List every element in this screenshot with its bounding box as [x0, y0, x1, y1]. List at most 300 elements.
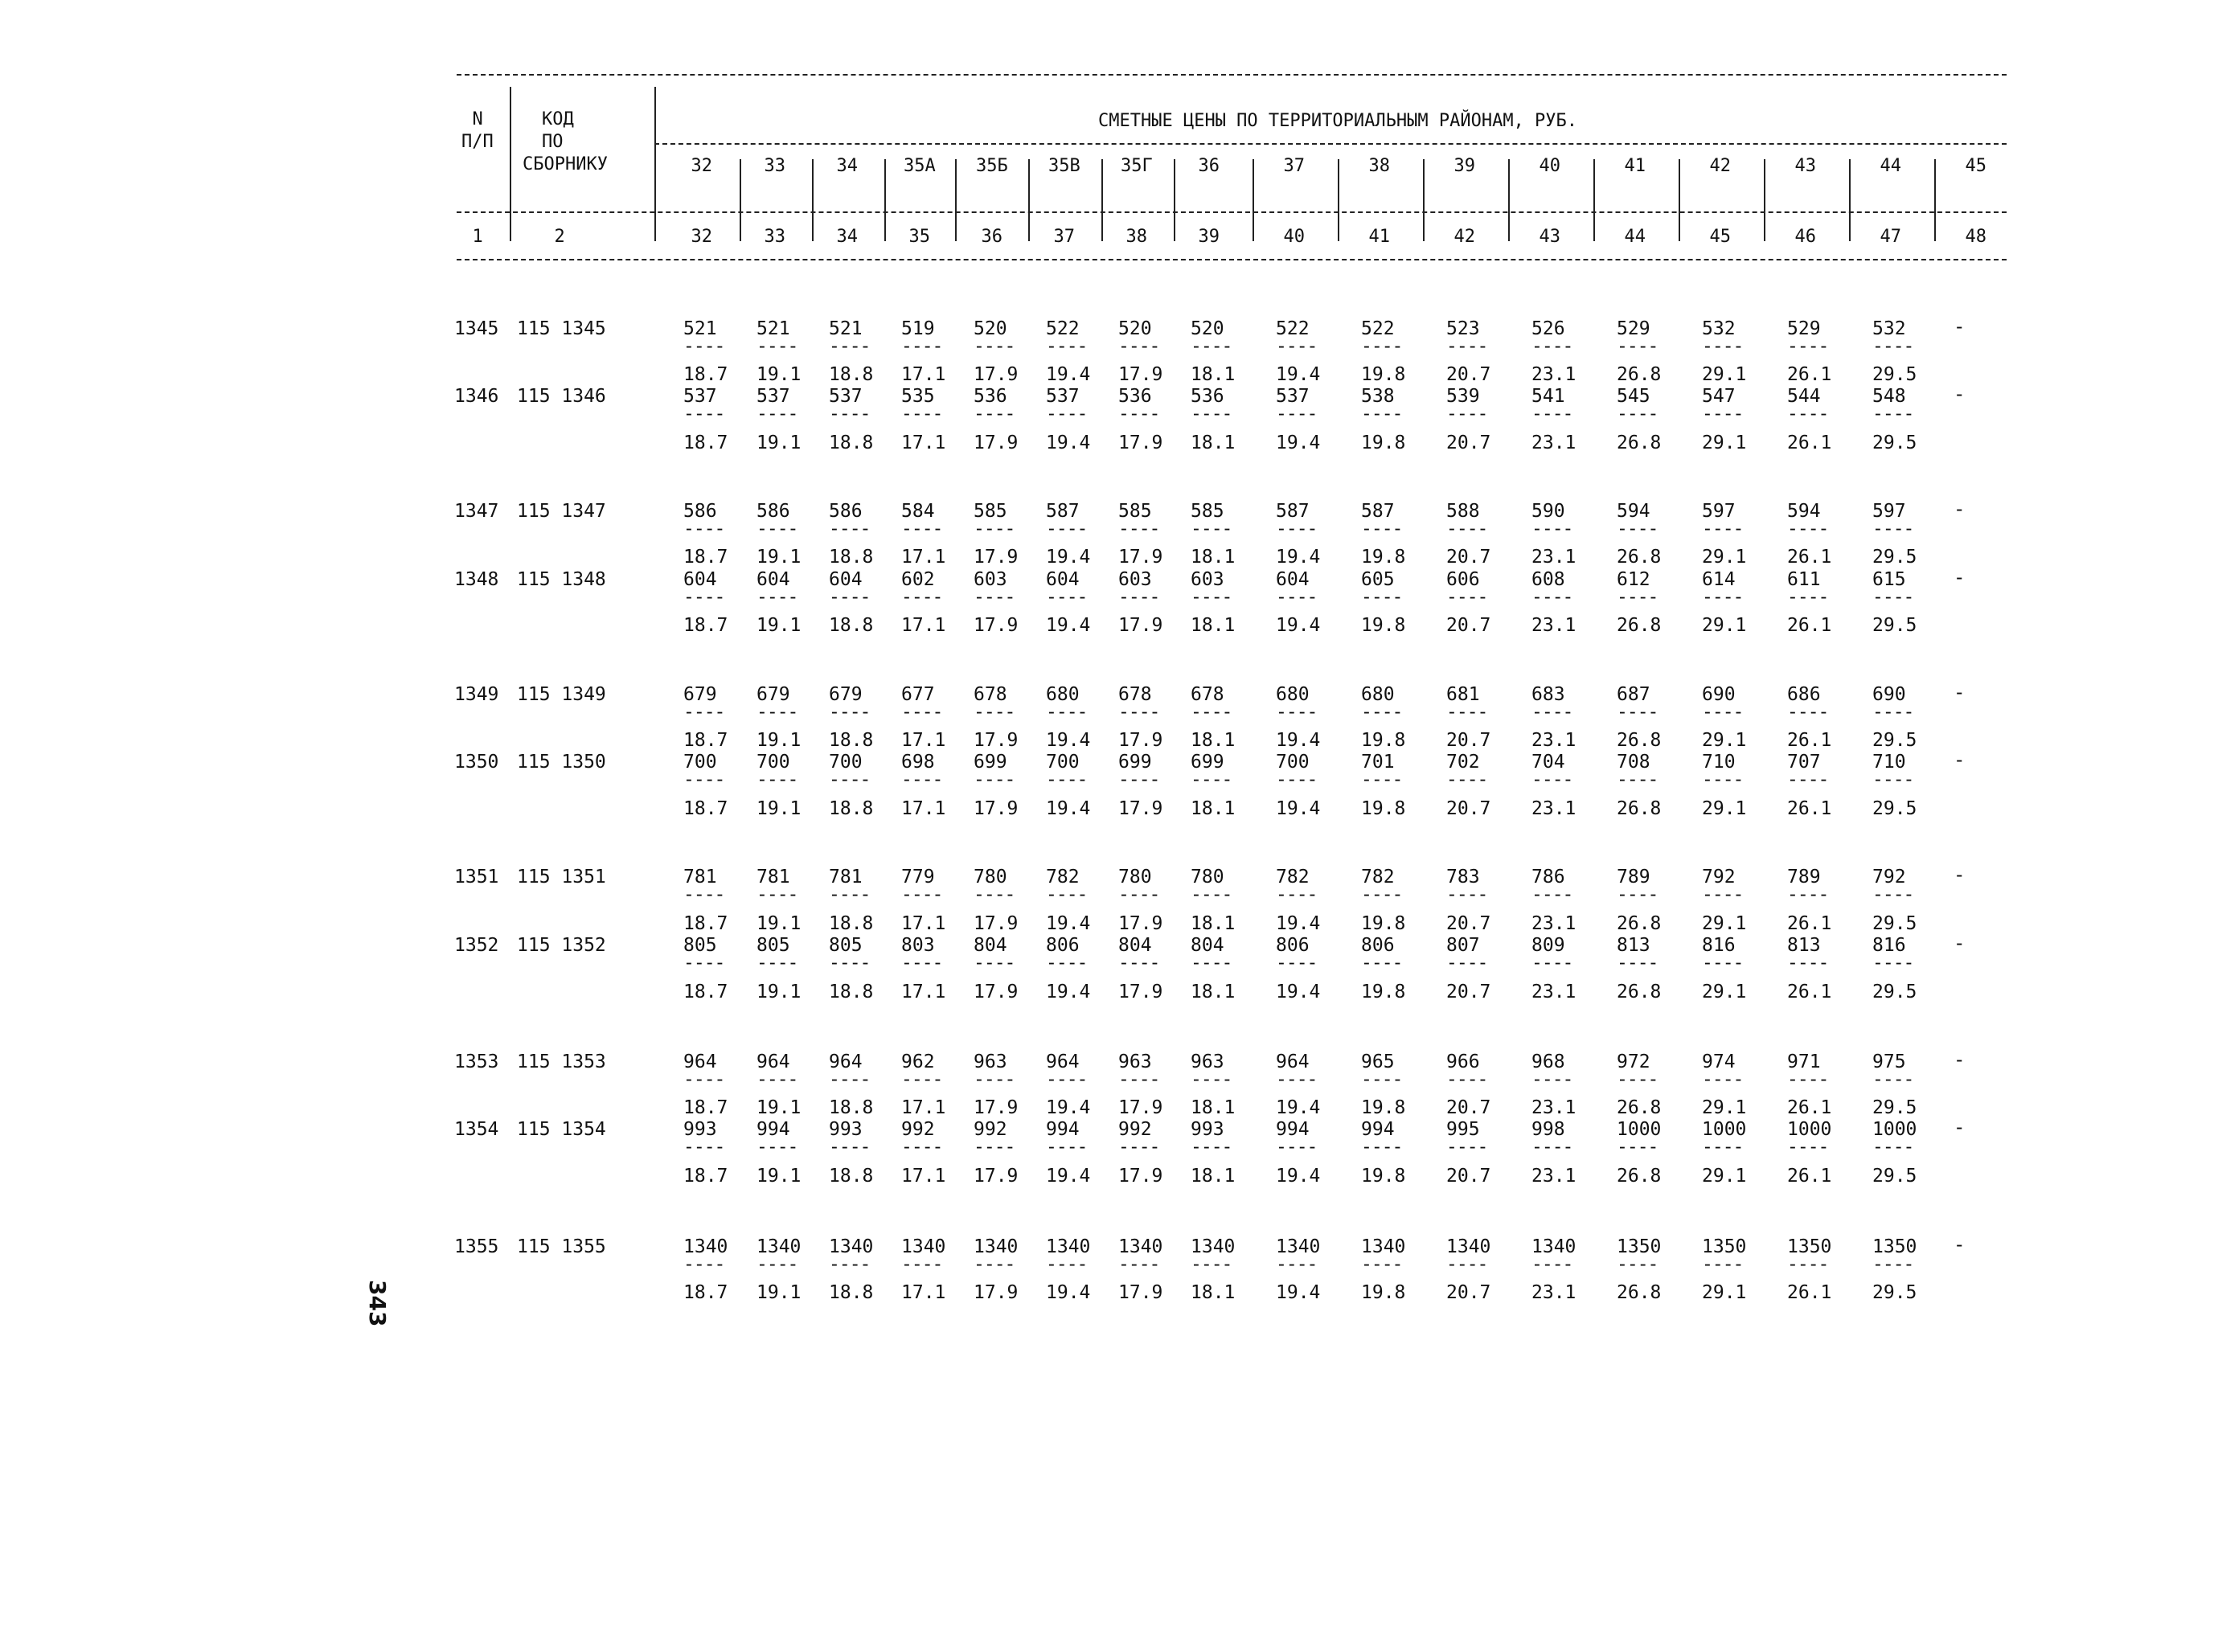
fraction-line: ----	[1118, 884, 1160, 905]
fraction-line: ----	[1787, 953, 1829, 974]
labor-value: 18.1	[1191, 730, 1236, 751]
fraction-line: ----	[1702, 1254, 1744, 1275]
labor-value: 19.4	[1276, 615, 1321, 636]
header-mid-rule	[457, 211, 2007, 213]
price-value: 1340	[1446, 1236, 1491, 1257]
header-sep-district-8	[1338, 159, 1339, 241]
fraction-line: ----	[1446, 953, 1488, 974]
labor-value: 18.1	[1191, 364, 1236, 385]
row-number: 1354	[454, 1119, 499, 1140]
column-number: 32	[691, 227, 712, 247]
price-value: 604	[829, 569, 863, 590]
fraction-line: ----	[1118, 953, 1160, 974]
fraction-line: ----	[1617, 884, 1658, 905]
labor-value: 17.9	[974, 615, 1019, 636]
fraction-line: ----	[1531, 884, 1573, 905]
column-number: 47	[1880, 227, 1901, 247]
price-value: 781	[756, 867, 790, 887]
price-value: 594	[1787, 501, 1821, 522]
labor-value: 17.9	[974, 1282, 1019, 1303]
district-header: 38	[1368, 156, 1390, 176]
price-value: 603	[1118, 569, 1152, 590]
fraction-line: ----	[1191, 884, 1232, 905]
price-value: 539	[1446, 386, 1480, 407]
price-value: 604	[1046, 569, 1080, 590]
fraction-line: ----	[901, 1254, 943, 1275]
labor-value: 19.4	[1046, 432, 1091, 453]
fraction-line: ----	[829, 769, 871, 790]
fraction-line: ----	[1702, 1069, 1744, 1090]
header-sep-district-6	[1174, 159, 1175, 241]
price-value: 965	[1361, 1051, 1395, 1072]
price-value: 520	[1118, 318, 1152, 339]
district-header: 35Б	[976, 156, 1008, 176]
labor-value: 19.4	[1046, 547, 1091, 568]
labor-value: 26.1	[1787, 547, 1832, 568]
labor-value: 17.1	[901, 547, 946, 568]
fraction-line: ----	[1787, 404, 1829, 424]
fraction-line: ----	[1191, 953, 1232, 974]
price-value: 678	[1191, 684, 1224, 705]
labor-value: 17.1	[901, 798, 946, 819]
column-number: 34	[836, 227, 858, 247]
price-value: 783	[1446, 867, 1480, 887]
labor-value: 26.1	[1787, 1097, 1832, 1118]
price-value: 603	[974, 569, 1007, 590]
labor-value: 18.1	[1191, 1282, 1236, 1303]
header-sep-code	[654, 87, 656, 241]
fraction-line: ----	[1531, 769, 1573, 790]
labor-value: 29.1	[1702, 615, 1747, 636]
fraction-line: ----	[1191, 1254, 1232, 1275]
labor-value: 17.1	[901, 982, 946, 1002]
row-number: 1350	[454, 752, 499, 773]
header-sep-district-1	[812, 159, 814, 241]
price-value: 679	[756, 684, 790, 705]
labor-value: 20.7	[1446, 432, 1491, 453]
row-number: 1355	[454, 1236, 499, 1257]
price-value: 805	[829, 935, 863, 956]
labor-value: 19.4	[1276, 982, 1321, 1002]
fraction-line: ----	[1046, 1254, 1088, 1275]
fraction-line: ----	[829, 587, 871, 608]
price-value: 532	[1702, 318, 1736, 339]
row-number: 1352	[454, 935, 499, 956]
fraction-line: ----	[901, 1069, 943, 1090]
price-value: 1340	[683, 1236, 728, 1257]
labor-value: 18.8	[829, 547, 874, 568]
price-value: 782	[1276, 867, 1310, 887]
fraction-line: ----	[683, 769, 725, 790]
price-value: 1000	[1617, 1119, 1662, 1140]
labor-value: 29.5	[1872, 798, 1917, 819]
labor-value: 18.8	[829, 982, 874, 1002]
labor-value: 23.1	[1531, 913, 1576, 934]
price-value: 1340	[829, 1236, 874, 1257]
price-value: 992	[974, 1119, 1007, 1140]
fraction-line: ----	[1872, 702, 1914, 723]
row-code: 115 1345	[517, 318, 606, 339]
labor-value: 26.1	[1787, 432, 1832, 453]
labor-value: 17.1	[901, 364, 946, 385]
labor-value: 26.1	[1787, 364, 1832, 385]
price-value: 537	[1046, 386, 1080, 407]
price-value: 804	[1118, 935, 1152, 956]
fraction-line: ----	[829, 1254, 871, 1275]
fraction-line: ----	[1361, 336, 1403, 357]
price-value: 604	[1276, 569, 1310, 590]
labor-value: 29.1	[1702, 547, 1747, 568]
row-last-value: -	[1954, 863, 1966, 886]
header-bottom-rule	[457, 259, 2007, 260]
fraction-line: ----	[1046, 769, 1088, 790]
fraction-line: ----	[974, 884, 1015, 905]
price-value: 611	[1787, 569, 1821, 590]
header-top-rule	[457, 74, 2007, 76]
labor-value: 23.1	[1531, 432, 1576, 453]
price-value: 679	[683, 684, 717, 705]
header-sep-district-7	[1253, 159, 1254, 241]
fraction-line: ----	[829, 519, 871, 539]
labor-value: 18.8	[829, 1166, 874, 1187]
fraction-line: ----	[1872, 1254, 1914, 1275]
labor-value: 18.7	[683, 982, 728, 1002]
price-value: 804	[1191, 935, 1224, 956]
row-last-value: -	[1954, 932, 1966, 954]
labor-value: 18.1	[1191, 1166, 1236, 1187]
fraction-line: ----	[829, 1069, 871, 1090]
fraction-line: ----	[683, 336, 725, 357]
labor-value: 18.8	[829, 913, 874, 934]
labor-value: 18.7	[683, 1166, 728, 1187]
fraction-line: ----	[1787, 1069, 1829, 1090]
price-value: 536	[974, 386, 1007, 407]
district-header: 34	[836, 156, 858, 176]
row-last-value: -	[1954, 681, 1966, 703]
labor-value: 19.1	[756, 1166, 802, 1187]
labor-value: 26.1	[1787, 913, 1832, 934]
price-value: 792	[1872, 867, 1906, 887]
price-value: 603	[1191, 569, 1224, 590]
labor-value: 18.7	[683, 798, 728, 819]
labor-value: 19.4	[1046, 1166, 1091, 1187]
price-value: 964	[683, 1051, 717, 1072]
row-number: 1348	[454, 569, 499, 590]
labor-value: 20.7	[1446, 364, 1491, 385]
labor-value: 19.4	[1276, 730, 1321, 751]
labor-value: 17.9	[974, 730, 1019, 751]
labor-value: 23.1	[1531, 982, 1576, 1002]
price-value: 993	[1191, 1119, 1224, 1140]
price-value: 521	[756, 318, 790, 339]
price-value: 975	[1872, 1051, 1906, 1072]
column-number: 35	[908, 227, 930, 247]
labor-value: 18.7	[683, 730, 728, 751]
labor-value: 17.9	[974, 547, 1019, 568]
price-value: 520	[974, 318, 1007, 339]
labor-value: 19.4	[1276, 364, 1321, 385]
row-code: 115 1353	[517, 1051, 606, 1072]
fraction-line: ----	[1872, 884, 1914, 905]
fraction-line: ----	[1046, 702, 1088, 723]
price-value: 587	[1276, 501, 1310, 522]
labor-value: 18.7	[683, 364, 728, 385]
price-value: 780	[1191, 867, 1224, 887]
price-value: 1000	[1702, 1119, 1747, 1140]
column-number: 40	[1283, 227, 1305, 247]
price-value: 780	[974, 867, 1007, 887]
fraction-line: ----	[901, 336, 943, 357]
column-number: 36	[981, 227, 1002, 247]
price-value: 536	[1191, 386, 1224, 407]
labor-value: 19.8	[1361, 913, 1406, 934]
labor-value: 19.4	[1276, 547, 1321, 568]
table-title: СМЕТНЫЕ ЦЕНЫ ПО ТЕРРИТОРИАЛЬНЫМ РАЙОНАМ, РУБ.	[1098, 111, 1578, 131]
price-value: 972	[1617, 1051, 1650, 1072]
fraction-line: ----	[1446, 1137, 1488, 1158]
row-last-value: -	[1954, 1233, 1966, 1256]
price-value: 614	[1702, 569, 1736, 590]
price-value: 805	[683, 935, 717, 956]
labor-value: 20.7	[1446, 615, 1491, 636]
labor-value: 26.1	[1787, 730, 1832, 751]
price-value: 679	[829, 684, 863, 705]
fraction-line: ----	[1787, 1137, 1829, 1158]
labor-value: 19.8	[1361, 432, 1406, 453]
price-value: 1350	[1702, 1236, 1747, 1257]
price-value: 804	[974, 935, 1007, 956]
fraction-line: ----	[1276, 953, 1318, 974]
fraction-line: ----	[1617, 587, 1658, 608]
labor-value: 29.5	[1872, 982, 1917, 1002]
row-last-value: -	[1954, 1048, 1966, 1071]
fraction-line: ----	[683, 702, 725, 723]
labor-value: 29.5	[1872, 730, 1917, 751]
price-value: 702	[1446, 752, 1480, 773]
fraction-line: ----	[1872, 1137, 1914, 1158]
fraction-line: ----	[1118, 702, 1160, 723]
labor-value: 19.4	[1276, 913, 1321, 934]
row-last-value: -	[1954, 383, 1966, 405]
fraction-line: ----	[1702, 587, 1744, 608]
price-value: 1000	[1872, 1119, 1917, 1140]
fraction-line: ----	[901, 884, 943, 905]
labor-value: 17.9	[974, 1097, 1019, 1118]
header-sep-district-9	[1423, 159, 1425, 241]
fraction-line: ----	[829, 336, 871, 357]
fraction-line: ----	[1531, 702, 1573, 723]
labor-value: 26.8	[1617, 364, 1662, 385]
header-sep-district-10	[1508, 159, 1510, 241]
price-value: 698	[901, 752, 935, 773]
fraction-line: ----	[1446, 404, 1488, 424]
labor-value: 19.1	[756, 615, 802, 636]
labor-value: 18.8	[829, 798, 874, 819]
fraction-line: ----	[1872, 587, 1914, 608]
fraction-line: ----	[1702, 702, 1744, 723]
header-title-rule	[654, 143, 2007, 145]
price-value: 1340	[1118, 1236, 1163, 1257]
fraction-line: ----	[1617, 769, 1658, 790]
fraction-line: ----	[1872, 769, 1914, 790]
labor-value: 23.1	[1531, 364, 1576, 385]
labor-value: 18.7	[683, 615, 728, 636]
price-value: 1340	[1276, 1236, 1321, 1257]
fraction-line: ----	[1531, 336, 1573, 357]
price-value: 680	[1046, 684, 1080, 705]
fraction-line: ----	[1872, 336, 1914, 357]
header-sep-district-11	[1593, 159, 1595, 241]
labor-value: 17.9	[1118, 730, 1163, 751]
labor-value: 26.8	[1617, 1282, 1662, 1303]
labor-value: 19.8	[1361, 982, 1406, 1002]
fraction-line: ----	[1361, 769, 1403, 790]
fraction-line: ----	[1872, 404, 1914, 424]
price-value: 708	[1617, 752, 1650, 773]
fraction-line: ----	[829, 1137, 871, 1158]
header-sep-district-0	[740, 159, 741, 241]
fraction-line: ----	[1191, 519, 1232, 539]
fraction-line: ----	[1787, 519, 1829, 539]
labor-value: 17.9	[1118, 798, 1163, 819]
labor-value: 26.8	[1617, 547, 1662, 568]
labor-value: 17.9	[974, 913, 1019, 934]
price-value: 1350	[1787, 1236, 1832, 1257]
col-n-label-2: П/П	[461, 132, 494, 152]
row-number: 1347	[454, 501, 499, 522]
labor-value: 19.4	[1046, 364, 1091, 385]
price-value: 587	[1046, 501, 1080, 522]
fraction-line: ----	[1617, 953, 1658, 974]
labor-value: 23.1	[1531, 1282, 1576, 1303]
labor-value: 17.9	[974, 1166, 1019, 1187]
fraction-line: ----	[1531, 1254, 1573, 1275]
fraction-line: ----	[1118, 587, 1160, 608]
price-value: 699	[974, 752, 1007, 773]
labor-value: 29.1	[1702, 364, 1747, 385]
column-number: 43	[1539, 227, 1560, 247]
district-header: 37	[1283, 156, 1305, 176]
labor-value: 18.8	[829, 1097, 874, 1118]
price-value: 522	[1361, 318, 1395, 339]
fraction-line: ----	[756, 519, 798, 539]
district-header: 41	[1624, 156, 1646, 176]
price-value: 537	[829, 386, 863, 407]
price-value: 529	[1787, 318, 1821, 339]
col-code-label-2: ПО	[542, 132, 564, 152]
labor-value: 18.8	[829, 730, 874, 751]
labor-value: 19.8	[1361, 615, 1406, 636]
labor-value: 17.9	[974, 798, 1019, 819]
labor-value: 26.1	[1787, 982, 1832, 1002]
labor-value: 18.1	[1191, 615, 1236, 636]
labor-value: 26.1	[1787, 1166, 1832, 1187]
price-value: 532	[1872, 318, 1906, 339]
fraction-line: ----	[1276, 404, 1318, 424]
labor-value: 29.1	[1702, 798, 1747, 819]
labor-value: 17.1	[901, 730, 946, 751]
fraction-line: ----	[1787, 884, 1829, 905]
labor-value: 18.8	[829, 1282, 874, 1303]
fraction-line: ----	[1531, 519, 1573, 539]
fraction-line: ----	[683, 404, 725, 424]
fraction-line: ----	[683, 519, 725, 539]
price-value: 994	[756, 1119, 790, 1140]
labor-value: 17.9	[1118, 547, 1163, 568]
district-header: 40	[1539, 156, 1560, 176]
labor-value: 23.1	[1531, 798, 1576, 819]
row-number: 1353	[454, 1051, 499, 1072]
price-value: 786	[1531, 867, 1565, 887]
fraction-line: ----	[901, 519, 943, 539]
district-header: 42	[1709, 156, 1731, 176]
fraction-line: ----	[901, 702, 943, 723]
district-header: 44	[1880, 156, 1901, 176]
fraction-line: ----	[1276, 884, 1318, 905]
column-number: 44	[1624, 227, 1646, 247]
labor-value: 19.1	[756, 982, 802, 1002]
price-value: 704	[1531, 752, 1565, 773]
fraction-line: ----	[1446, 1069, 1488, 1090]
fraction-line: ----	[1446, 769, 1488, 790]
column-number: 42	[1453, 227, 1475, 247]
price-value: 993	[683, 1119, 717, 1140]
price-value: 521	[829, 318, 863, 339]
price-value: 523	[1446, 318, 1480, 339]
labor-value: 29.1	[1702, 432, 1747, 453]
price-value: 994	[1361, 1119, 1395, 1140]
price-value: 683	[1531, 684, 1565, 705]
price-value: 994	[1276, 1119, 1310, 1140]
labor-value: 17.1	[901, 1166, 946, 1187]
fraction-line: ----	[1118, 519, 1160, 539]
fraction-line: ----	[1787, 702, 1829, 723]
price-value: 544	[1787, 386, 1821, 407]
fraction-line: ----	[1118, 336, 1160, 357]
fraction-line: ----	[1872, 953, 1914, 974]
price-value: 816	[1872, 935, 1906, 956]
price-value: 813	[1617, 935, 1650, 956]
page-number: 343	[364, 1280, 391, 1327]
labor-value: 19.4	[1046, 615, 1091, 636]
price-value: 535	[901, 386, 935, 407]
price-value: 813	[1787, 935, 1821, 956]
fraction-line: ----	[901, 404, 943, 424]
price-value: 594	[1617, 501, 1650, 522]
labor-value: 29.1	[1702, 1166, 1747, 1187]
row-code: 115 1349	[517, 684, 606, 705]
labor-value: 19.4	[1276, 432, 1321, 453]
row-number: 1346	[454, 386, 499, 407]
labor-value: 19.8	[1361, 1097, 1406, 1118]
price-value: 700	[1276, 752, 1310, 773]
price-value: 545	[1617, 386, 1650, 407]
column-number: 38	[1125, 227, 1147, 247]
price-value: 585	[1118, 501, 1152, 522]
labor-value: 29.1	[1702, 982, 1747, 1002]
fraction-line: ----	[974, 1069, 1015, 1090]
fraction-line: ----	[1191, 587, 1232, 608]
labor-value: 29.5	[1872, 547, 1917, 568]
fraction-line: ----	[1046, 404, 1088, 424]
labor-value: 29.1	[1702, 1282, 1747, 1303]
row-number: 1345	[454, 318, 499, 339]
labor-value: 29.5	[1872, 1166, 1917, 1187]
labor-value: 19.8	[1361, 1282, 1406, 1303]
district-header: 32	[691, 156, 712, 176]
price-value: 586	[756, 501, 790, 522]
fraction-line: ----	[829, 702, 871, 723]
